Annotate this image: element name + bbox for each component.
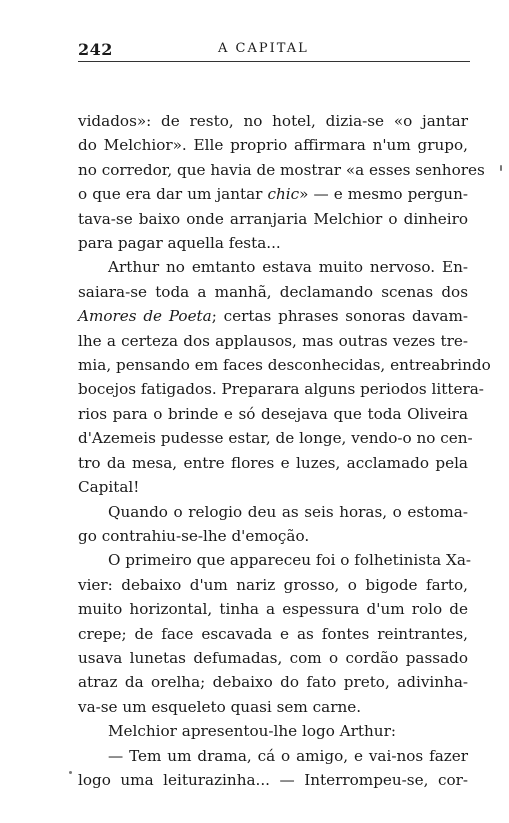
paper-speck: [69, 771, 72, 774]
paragraph: [78, 500, 468, 549]
text-line: vidados»: de resto, no hotel, dizia-se «o jantar: [78, 112, 468, 130]
text-line: usava lunetas defumadas, com o cordão passado: [78, 648, 468, 667]
book-page: [78, 30, 491, 792]
text-line: tava-se baixo onde arranjaria Melchior o dinheiro: [78, 209, 468, 228]
text-line: rios para o brinde e só desejava que toda Oliveira: [78, 404, 468, 423]
text-line: logo uma leiturazinha... — Interrompeu-se, cor-: [78, 770, 468, 789]
text-line: saiara-se toda a manhã, declamando scenas dos: [78, 282, 468, 301]
header-rule: [78, 61, 470, 62]
text-line: mia, pensando em faces desconhecidas, entreabrindo: [78, 356, 491, 375]
running-title: A CAPITAL: [218, 41, 309, 56]
text-line: do Melchior». Elle proprio affirmara n'um grupo,: [78, 136, 468, 155]
paragraph: [78, 548, 472, 719]
text-line: Capital!: [78, 478, 140, 497]
page-number: 242: [78, 40, 113, 59]
text-line: Amores de Poeta; certas phrases sonoras davam-: [78, 307, 468, 326]
paragraph: [78, 255, 491, 499]
text-line: go contrahiu-se-lhe d'emoção.: [78, 526, 310, 545]
text-line: muito horizontal, tinha a espessura d'um rolo de: [78, 600, 468, 619]
text-line: Quando o relogio deu as seis horas, o estoma-: [108, 502, 468, 521]
paragraph: [78, 719, 468, 743]
text-line: — Tem um drama, cá o amigo, e vai-nos fazer: [108, 746, 468, 765]
text-line: atraz da orelha; debaixo do fato preto, adivinha-: [78, 673, 468, 692]
text-line: no corredor, que havia de mostrar «a esses senhores: [78, 160, 485, 179]
text-line: crepe; de face escavada e as fontes reintrantes,: [78, 624, 468, 643]
paragraph: [78, 744, 468, 793]
text-line: O primeiro que appareceu foi o folhetinista Xa-: [108, 551, 472, 570]
text-line: Arthur no emtanto estava muito nervoso. En-: [108, 258, 468, 277]
italic-phrase: chic: [267, 185, 300, 204]
text-line: d'Azemeis pudesse estar, de longe, vendo-o no cen-: [78, 429, 473, 448]
text-line: o que era dar um jantar chic» — e mesmo pergun-: [78, 185, 468, 204]
text-line: para pagar aquella festa...: [78, 234, 281, 253]
text-line: lhe a certeza dos applausos, mas outras vezes tre-: [78, 331, 468, 350]
text-line: tro da mesa, entre flores e luzes, acclamado pela: [78, 453, 468, 472]
italic-phrase: Amores de Poeta: [78, 307, 212, 326]
text-line: vier: debaixo d'um nariz grosso, o bigode farto,: [78, 575, 468, 594]
paper-speck: [500, 165, 502, 171]
running-head: [78, 30, 468, 59]
text-line: bocejos fatigados. Preparara alguns periodos littera-: [78, 380, 484, 399]
paragraph: [78, 109, 485, 255]
text-line: va-se um esqueleto quasi sem carne.: [78, 697, 362, 716]
body-text: [78, 109, 491, 792]
text-line: Melchior apresentou-lhe logo Arthur:: [108, 722, 396, 741]
